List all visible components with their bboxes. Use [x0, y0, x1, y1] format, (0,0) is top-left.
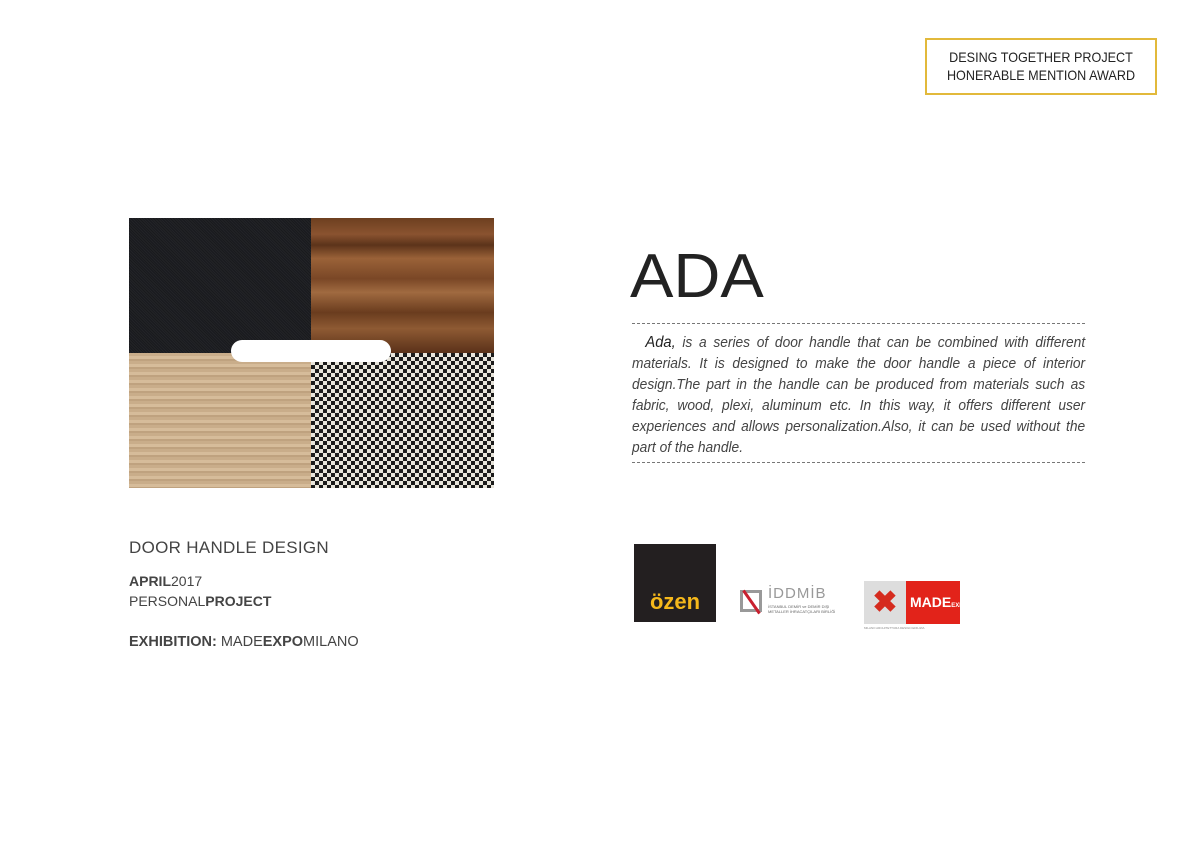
- exh-a: MADE: [220, 634, 263, 650]
- dark-wood-swatch: [311, 218, 494, 353]
- ozen-logo: özen: [634, 544, 716, 622]
- materials-image: [129, 218, 494, 488]
- iddmib-sub1: İSTANBUL DEMİR ve DEMİR DIŞI: [768, 604, 830, 609]
- divider-bottom: [632, 462, 1085, 463]
- houndstooth-swatch: [311, 353, 494, 488]
- iddmib-name: İDDMİB: [768, 585, 827, 602]
- light-wood-swatch: [129, 353, 311, 488]
- award-box: [925, 38, 1157, 95]
- description-text: is a series of door handle that can be combined with different materials. It is designed to make the door handle a piece of interior design.The part in the handle can be produced from materials such as fabric, wood, plexi, aluminum etc. In this way, it offers different user experiences and allows personalization.Also, it can be used without the part of the handle.: [632, 335, 1086, 456]
- project-title: DOOR HANDLE DESIGN: [129, 538, 329, 557]
- product-logo: ADA: [630, 242, 764, 311]
- description-lead: Ada,: [645, 334, 676, 351]
- exh-c: MILANO: [303, 634, 359, 650]
- made-text: MADE: [910, 594, 952, 610]
- product-description: [632, 332, 1085, 459]
- divider-top: [632, 323, 1085, 324]
- made-x-icon: ✖: [864, 581, 906, 624]
- type-a: PERSONAL: [129, 593, 206, 609]
- award-line-2: HONERABLE MENTION AWARD: [946, 67, 1136, 83]
- exhibition-label: EXHIBITION:: [129, 634, 217, 650]
- month: APRIL: [129, 573, 171, 589]
- iddmib-sub2: METALLER İHRACATÇILARI BİRLİĞİ: [768, 609, 836, 614]
- exhibition: [129, 634, 359, 650]
- award-line-1: DESING TOGETHER PROJECT: [949, 49, 1133, 65]
- madeexpo-logo: [864, 581, 968, 630]
- exh-b: EXPO: [262, 634, 304, 650]
- door-handle: [231, 340, 391, 362]
- year: 2017: [171, 573, 203, 589]
- project-info: [129, 571, 271, 611]
- type-b: PROJECT: [205, 593, 272, 609]
- made-tag: MILANO ARCHITETTURA DESIGN EDILIZIA: [864, 626, 925, 630]
- fabric-swatch: [129, 218, 311, 353]
- made-expo: EXPO: [951, 603, 968, 609]
- iddmib-logo: [738, 585, 850, 616]
